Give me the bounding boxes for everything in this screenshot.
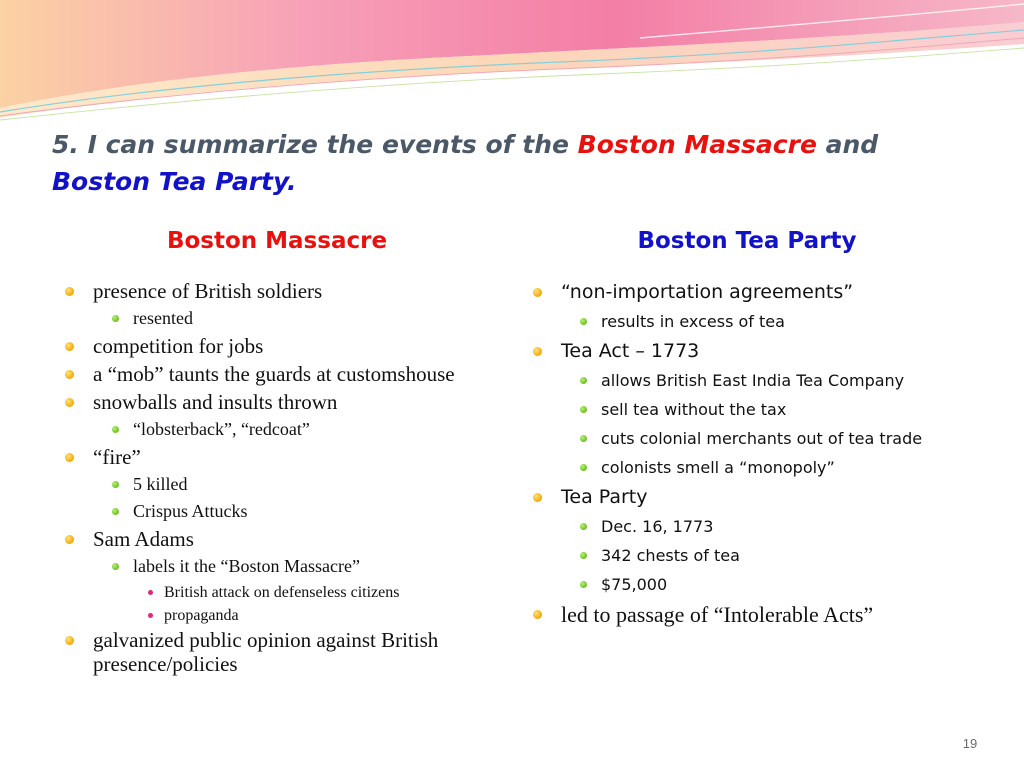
list-item-text: results in excess of tea <box>601 312 785 331</box>
title-highlight-boston-tea-party: Boston Tea Party. <box>52 167 297 196</box>
list-item-text: presence of British soldiers <box>93 279 323 303</box>
list-item-text: Crispus Attucks <box>133 501 248 521</box>
list-item <box>62 445 482 469</box>
list-item <box>530 280 970 304</box>
list-item-text: British attack on defenseless citizens <box>164 584 400 601</box>
list-item-text: led to passage of “Intolerable Acts” <box>561 602 874 627</box>
left-column-heading: Boston Massacre <box>166 228 388 254</box>
list-item-text: “non-importation agreements” <box>561 281 854 303</box>
bullet-icon <box>65 453 74 462</box>
sub-list-item <box>530 427 970 450</box>
sub-list-item <box>62 418 482 440</box>
sub-list-item <box>530 573 970 596</box>
list-item-text: a “mob” taunts the guards at customshouse <box>93 362 455 386</box>
bullet-icon <box>580 464 587 471</box>
list-item <box>62 527 482 551</box>
list-item-text: labels it the “Boston Massacre” <box>133 556 360 576</box>
bullet-icon <box>580 523 587 530</box>
right-column-heading: Boston Tea Party <box>637 228 857 254</box>
sub-list-item <box>62 555 482 577</box>
bullet-icon <box>65 636 74 645</box>
bullet-icon <box>112 508 119 515</box>
bullet-icon <box>65 398 74 407</box>
bullet-icon <box>580 318 587 325</box>
bullet-icon <box>580 552 587 559</box>
bullet-icon <box>148 613 153 618</box>
list-item <box>62 390 482 414</box>
bullet-icon <box>65 535 74 544</box>
slide-title <box>52 126 952 200</box>
list-item-text: competition for jobs <box>93 334 264 358</box>
list-item <box>530 485 970 509</box>
list-item-text: allows British East India Tea Company <box>601 371 905 390</box>
list-item <box>530 339 970 363</box>
left-bullet-list <box>62 279 482 680</box>
sub-list-item <box>62 500 482 522</box>
sub-list-item <box>530 369 970 392</box>
list-item-text: $75,000 <box>601 575 668 594</box>
list-item-text: snowballs and insults thrown <box>93 390 338 414</box>
list-item-text: “fire” <box>93 445 141 469</box>
bullet-icon <box>112 563 119 570</box>
right-bullet-list <box>530 280 970 634</box>
list-item <box>62 279 482 303</box>
bullet-icon <box>533 288 542 297</box>
list-item-text: galvanized public opinion against British presence/policies <box>93 628 439 676</box>
bullet-icon <box>580 581 587 588</box>
sub-list-item <box>62 307 482 329</box>
list-item-text: 5 killed <box>133 474 188 494</box>
list-item-text: propaganda <box>164 607 239 624</box>
bullet-icon <box>580 435 587 442</box>
bullet-icon <box>65 287 74 296</box>
bullet-icon <box>533 347 542 356</box>
bullet-icon <box>580 377 587 384</box>
list-item-text: sell tea without the tax <box>601 400 787 419</box>
title-text-and: and <box>816 130 879 159</box>
sub-list-item <box>62 473 482 495</box>
header-wave-decoration <box>0 0 1024 130</box>
title-highlight-boston-massacre: Boston Massacre <box>577 130 817 159</box>
list-item-text: Tea Act – 1773 <box>561 340 700 362</box>
list-item-text: Dec. 16, 1773 <box>601 517 714 536</box>
bullet-icon <box>112 481 119 488</box>
bullet-icon <box>533 493 542 502</box>
bullet-icon <box>112 426 119 433</box>
list-item-text: Tea Party <box>561 486 648 508</box>
sub-list-item <box>530 515 970 538</box>
list-item-text: cuts colonial merchants out of tea trade <box>601 429 923 448</box>
list-item <box>62 362 482 386</box>
slide-number: 19 <box>962 736 978 751</box>
sub-list-item <box>530 456 970 479</box>
bullet-icon <box>148 590 153 595</box>
list-item-text: 342 chests of tea <box>601 546 740 565</box>
sub-list-item <box>530 310 970 333</box>
bullet-icon <box>580 406 587 413</box>
title-text: 5. I can summarize the events of the <box>52 130 578 159</box>
sub-list-item <box>530 544 970 567</box>
bullet-icon <box>65 342 74 351</box>
list-item <box>62 628 482 676</box>
sub-list-item <box>530 398 970 421</box>
list-item-text: colonists smell a “monopoly” <box>601 458 835 477</box>
bullet-icon <box>533 610 542 619</box>
list-item-text: Sam Adams <box>93 527 194 551</box>
bullet-icon <box>112 315 119 322</box>
bullet-icon <box>65 370 74 379</box>
list-item <box>62 334 482 358</box>
sub-sub-list-item <box>62 582 482 603</box>
list-item <box>530 602 970 628</box>
sub-sub-list-item <box>62 605 482 626</box>
list-item-text: resented <box>133 308 193 328</box>
list-item-text: “lobsterback”, “redcoat” <box>133 419 310 439</box>
